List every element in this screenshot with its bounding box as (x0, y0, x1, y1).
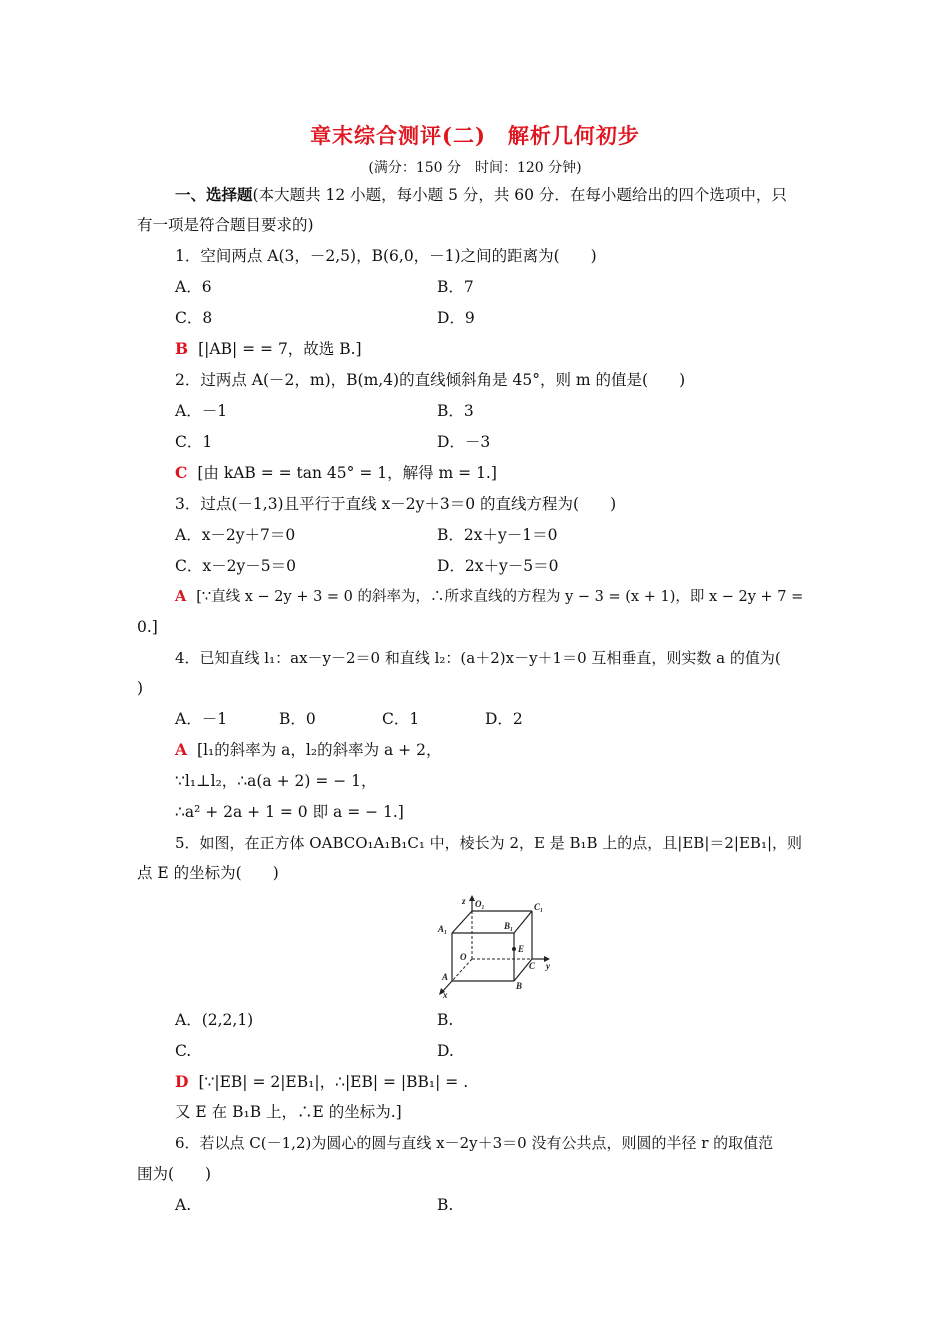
q3-answer-text: [∵直线 x − 2y + 3 = 0 的斜率为，∴所求直线的方程为 y − 3 = (x + 1)，即 x − 2y + 7 = (196, 589, 804, 605)
q1-option-b: B．7 (437, 278, 474, 296)
q3-answer (175, 587, 803, 607)
q4-answer-line3: ∴a² + 2a + 1 = 0 即 a = − 1.] (175, 803, 404, 821)
label-y: y (546, 961, 550, 971)
q5-stem-cont: 点 E 的坐标为( ) (137, 864, 279, 882)
q5-answer-letter: D (175, 1072, 189, 1091)
q6-stem: 6．若以点 C(－1,2)为圆心的圆与直线 x－2y＋3＝0 没有公共点，则圆的半径 r 的取值范 (175, 1134, 774, 1152)
q4-option-b: B．0 (279, 710, 316, 728)
q5-option-b: B. (437, 1011, 454, 1029)
q1-option-d: D．9 (437, 309, 475, 327)
edge-b1-c1 (514, 911, 532, 933)
q5-option-c: C. (175, 1042, 192, 1060)
q6-option-b: B. (437, 1196, 454, 1214)
q2-option-a: A．－1 (175, 402, 228, 420)
q5-option-d: D. (437, 1042, 454, 1060)
q2-answer (175, 463, 497, 483)
q6-stem-cont: 围为( ) (137, 1165, 212, 1183)
section-desc-cont: 有一项是符合题目要求的) (137, 216, 314, 234)
q6-option-a: A. (175, 1196, 192, 1214)
q1-answer-text: [|AB| = = 7，故选 B.] (198, 340, 362, 358)
q4-stem: 4．已知直线 l₁：ax－y－2＝0 和直线 l₂：(a＋2)x－y＋1＝0 互相垂直，则实数 a 的值为( (175, 649, 781, 667)
label-z: z (462, 896, 466, 906)
q2-option-c: C．1 (175, 433, 213, 451)
q1-stem: 1．空间两点 A(3，－2,5)，B(6,0，－1)之间的距离为( ) (175, 247, 597, 265)
label-b: B (516, 981, 523, 991)
exam-info: (满分：150 分 时间：120 分钟) (368, 160, 582, 176)
q1-option-a: A．6 (175, 278, 212, 296)
q2-stem: 2．过两点 A(－2，m)，B(m,4)的直线倾斜角是 45°，则 m 的值是( ) (175, 371, 686, 389)
q4-option-d: D．2 (485, 710, 523, 728)
q5-answer (175, 1072, 468, 1092)
q3-option-b: B．2x＋y－1＝0 (437, 526, 558, 544)
q4-stem-cont: ) (137, 679, 144, 697)
q4-option-c: C．1 (382, 710, 420, 728)
q2-answer-letter: C (175, 463, 188, 482)
q3-option-d: D．2x＋y－5＝0 (437, 557, 559, 575)
section-heading: 一、选择题 (175, 185, 253, 204)
q5-option-a: A．(2,2,1) (175, 1011, 254, 1029)
label-a: A (442, 972, 449, 982)
q3-answer-cont: 0.] (137, 618, 158, 636)
q2-option-d: D．－3 (437, 433, 491, 451)
label-x: x (443, 990, 448, 999)
q3-option-c: C．x－2y－5＝0 (175, 557, 296, 575)
label-o1: O₁ (475, 899, 485, 909)
q3-answer-letter: A (175, 588, 187, 605)
section-desc: (本大题共 12 小题，每小题 5 分，共 60 分．在每小题给出的四个选项中，只 (252, 186, 787, 204)
label-c: C (529, 961, 536, 971)
point-e (512, 947, 516, 951)
q1-answer-letter: B (175, 339, 189, 358)
q4-answer-line2: ∵l₁⊥l₂，∴a(a + 2) = − 1， (175, 772, 377, 790)
q4-answer-text: [l₁的斜率为 a，l₂的斜率为 a + 2， (197, 741, 442, 759)
section-intro (175, 185, 787, 205)
label-c1: C₁ (534, 902, 544, 912)
q1-option-c: C．8 (175, 309, 213, 327)
q2-answer-text: [由 kAB = = tan 45° = 1，解得 m = 1.] (197, 464, 497, 482)
q5-stem: 5．如图，在正方体 OABCO₁A₁B₁C₁ 中，棱长为 2，E 是 B₁B 上的点，且|EB|＝2|EB₁|，则 (175, 834, 803, 852)
q4-answer (175, 740, 441, 760)
label-a1: A₁ (438, 924, 448, 934)
q1-answer (175, 339, 362, 359)
q2-option-b: B．3 (437, 402, 474, 420)
q5-answer-line2: 又 E 在 B₁B 上，∴E 的坐标为.] (175, 1103, 402, 1121)
cube-figure (432, 893, 560, 999)
edge-a1-o1 (452, 911, 472, 933)
q3-option-a: A．x－2y＋7＝0 (175, 526, 296, 544)
q4-answer-letter: A (175, 740, 188, 759)
q5-answer-text: [∵|EB| = 2|EB₁|，∴|EB| = |BB₁| = . (198, 1073, 469, 1091)
label-e: E (518, 944, 525, 954)
label-o: O (460, 952, 467, 962)
page-title: 章末综合测评(二) 解析几何初步 (310, 123, 640, 148)
q4-option-a: A．－1 (175, 710, 228, 728)
q3-stem: 3．过点(－1,3)且平行于直线 x－2y＋3＝0 的直线方程为( ) (175, 495, 617, 513)
label-b1: B₁ (504, 921, 514, 931)
hidden-edge-o-a (452, 959, 472, 981)
